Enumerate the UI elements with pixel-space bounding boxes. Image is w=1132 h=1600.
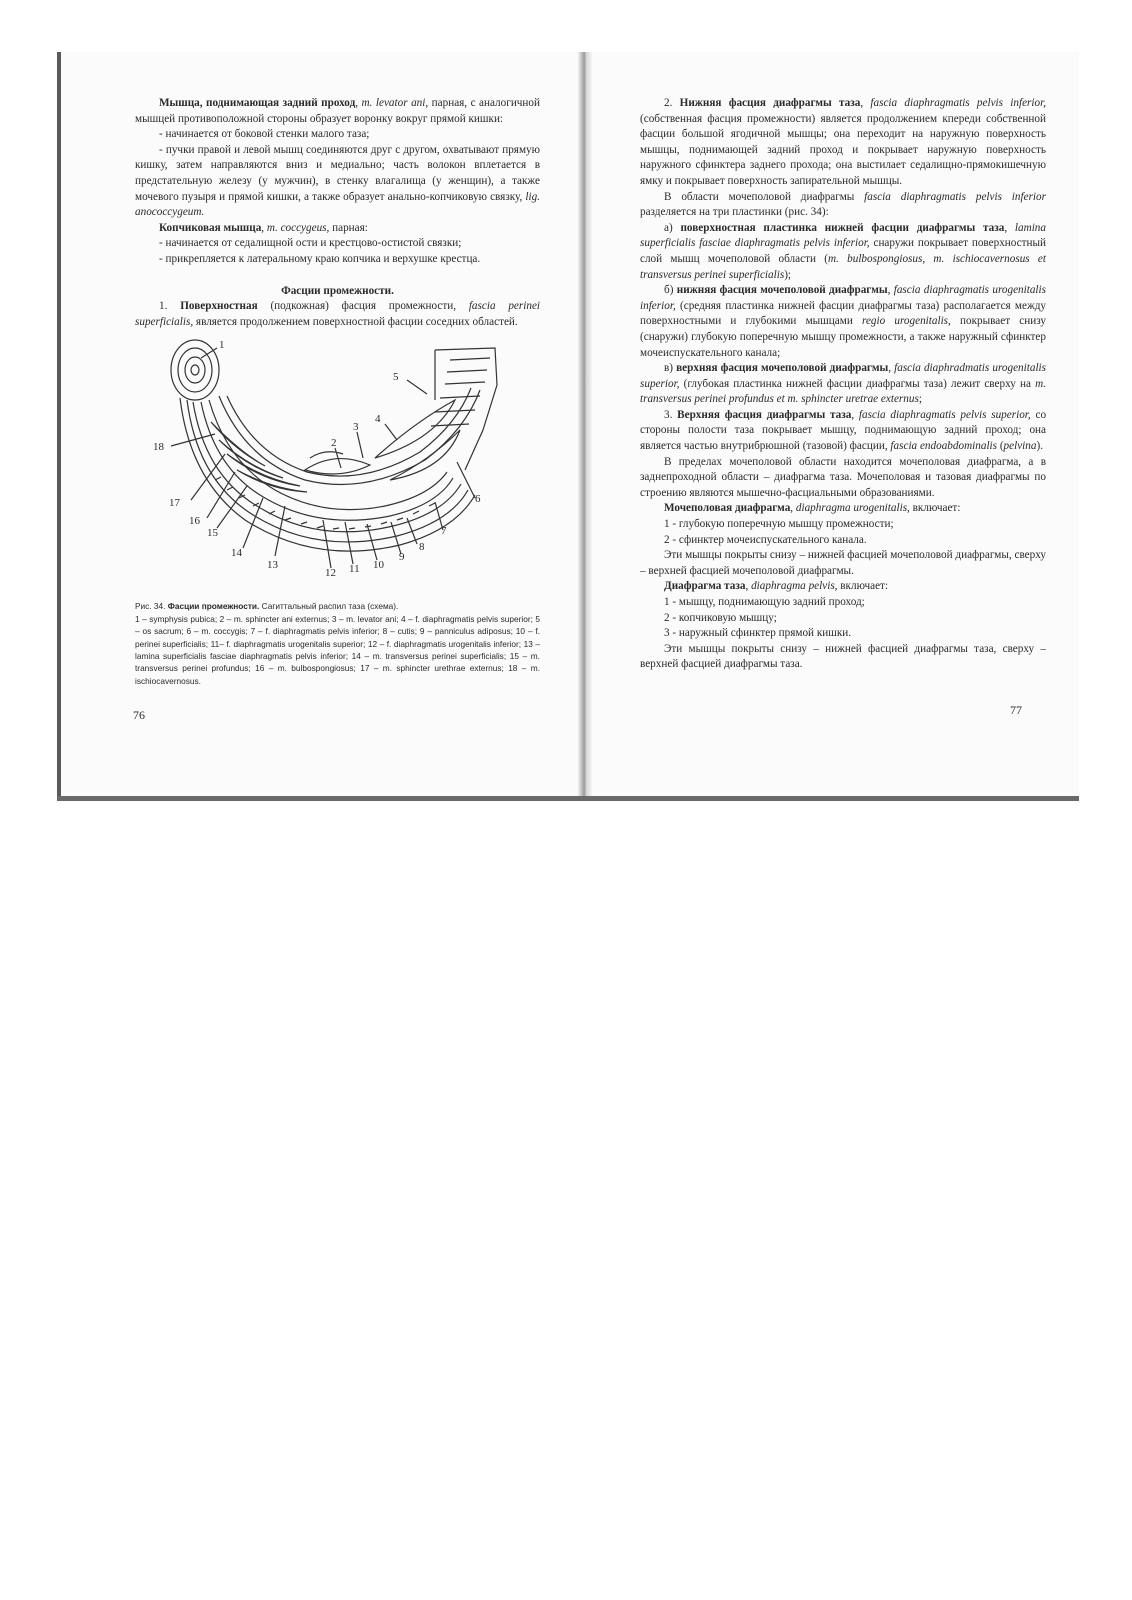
list-item: - начинается от седалищной ости и крестцово-остистой связки; [159, 237, 462, 250]
figure-label: 11 [349, 563, 360, 576]
figure-label: 7 [441, 525, 447, 538]
list-item: - пучки правой и левой мышц соединяются друг с другом, охватывают прямую кишку, затем направляются вниз и медиально; часть волокон вплетается в предстательную железу (у мужчин), в стенку влагалища (у женщин), а также мочевого пузыря и прямой кишки, а также образует анально-копчиковую связку, lig. anococcygeum. [135, 143, 541, 219]
figure-label: 12 [325, 567, 336, 580]
figure-label: 14 [231, 547, 242, 560]
paragraph: Мочеполовая диафрагма, diaphragma urogenitalis, включает: [664, 502, 961, 515]
paragraph: в) верхняя фасция мочеполовой диафрагмы, fascia diaphradmatis urogenitalis superior, (глубокая пластинка нижней фасции диафрагмы таза) лежит сверху на m. transversus perinei profundus et m. sphincter uretrae externus; [640, 362, 1047, 406]
paragraph: Мышца, поднимающая задний проход, m. levator ani, парная, с аналогичной мышцей противоположной стороны образует воронку вокруг прямой кишки: [135, 97, 540, 125]
paragraph: Диафрагма таза, diaphragma pelvis, включает: [664, 580, 889, 593]
figure-label: 18 [153, 441, 164, 454]
figure-label: 15 [207, 527, 218, 540]
paragraph: В пределах мочеполовой области находится мочеполовая диафрагма, а в заднепроходной области – диафрагма таза. Мочеполовая и тазовая диафрагмы по строению являются мышечно-фасциальными образованиями. [640, 455, 1046, 499]
list-item: 1 - глубокую поперечную мышцу промежности; [664, 518, 894, 531]
figure-label: 16 [189, 515, 200, 528]
figure-label: 1 [219, 339, 225, 352]
figure-label: 2 [331, 437, 337, 450]
page-number-left: 76 [133, 708, 145, 722]
paragraph: Копчиковая мышца, m. coccygeus, парная: [159, 221, 368, 234]
right-page [640, 96, 1046, 673]
list-item: - начинается от боковой стенки малого таза; [159, 128, 370, 141]
paragraph: В области мочеполовой диафрагмы fascia diaphragmatis pelvis inferior разделяется на три пластинки (рис. 34): [640, 190, 1046, 219]
figure-label: 3 [353, 421, 359, 434]
paragraph: Эти мышцы покрыты снизу – нижней фасцией мочеполовой диафрагмы, сверху – верхней фасцией мочеполовой диафрагмы. [640, 549, 1046, 577]
page-number-right: 77 [1010, 703, 1022, 717]
figure-label: 5 [393, 371, 399, 384]
figure-sagittal-pelvis [135, 330, 540, 600]
figure-label: 6 [475, 493, 481, 506]
pelvis-diagram-drawing [135, 330, 540, 600]
list-item: 1 - мышцу, поднимающую задний проход; [664, 596, 865, 608]
list-item: 3 - наружный сфинктер прямой кишки. [664, 627, 852, 640]
left-page [135, 96, 540, 687]
figure-label: 9 [399, 551, 405, 564]
figure-label: 10 [373, 559, 384, 572]
figure-caption: Рис. 34. Фасции промежности. Сагиттальный распил таза (схема). 1 – symphysis pubica; 2 – m. sphincter ani externus; 3 – m. levator ani; 4 – f. diaphragmatis pelvis superior; 5 – os sacrum; 6 – m. coccygis; 7 – f. diaphragmatis pelvis inferior; 8 – cutis; 9 – panniculus adiposus; 10 – f. perinei superficialis; 11– f. diaphragmatis urogenitalis superior; 12 – f. diaphragmatis urogenitalis inferior; 13 – lamina superficialis fasciae diaphragmatis pelvis inferior; 14 – m. transversus perinei superficialis; 15 – m. transversus perinei profundus; 16 – m. bulbospongiosus; 17 – m. sphincter urethrae externus; 18 – m. ischiocavernosus. [135, 601, 540, 686]
scan-bottom-edge [57, 796, 1079, 801]
scan-left-edge [57, 52, 61, 800]
figure-label: 17 [169, 497, 180, 510]
figure-label: 4 [375, 413, 381, 426]
list-item: - прикрепляется к латеральному краю копчика и верхушке крестца. [159, 252, 481, 265]
paragraph: Эти мышцы покрыты снизу – нижней фасцией диафрагмы таза, сверху – верхней фасцией диафрагмы таза. [640, 642, 1046, 671]
paragraph: 3. Верхняя фасция диафрагмы таза, fascia diaphragmatis pelvis superior, со стороны полости таза покрывает мышцу, поднимающую задний проход; она является частью внутрибрюшной (тазовой) фасции, fascia endoabdominalis (pelvina). [640, 408, 1047, 453]
section-title: Фасции промежности. [281, 284, 394, 297]
paragraph: б) нижняя фасция мочеполовой диафрагмы, fascia diaphragmatis urogenitalis inferior, (средняя пластинка нижней фасции диафрагмы таза) располагается между поверхностными и глубокими мышцами regio urogenitalis, покрывает снизу (снаружи) глубокую поперечную мышцу промежности, а также наружный сфинктер мочеиспускательного канала; [640, 284, 1047, 359]
list-item: 2 - сфинктер мочеиспускательного канала. [664, 533, 867, 546]
paragraph: 1. Поверхностная (подкожная) фасция промежности, fascia perinei superficialis, является продолжением поверхностной фасции соседних областей. [135, 300, 541, 328]
figure-label: 8 [419, 541, 425, 554]
list-item: 2 - копчиковую мышцу; [664, 611, 777, 624]
paragraph: 2. Нижняя фасция диафрагмы таза, fascia diaphragmatis pelvis inferior, (собственная фасция промежности) является продолжением кпереди собственной фасции большой ягодичной мышцы; она переходит на наружную поверхность мышцы, поднимающей задний проход и покрывает наружную поверхность наружного сфинктера заднего прохода; она выстилает седалищно-прямокишечную ямку и покрывает поверхность запирательной мышцы. [640, 97, 1047, 187]
figure-label: 13 [267, 559, 278, 572]
book-spine [578, 52, 592, 798]
paragraph: а) поверхностная пластинка нижней фасции диафрагмы таза, lamina superficialis fasciae diaphragmatis pelvis inferior, снаружи покрывает поверхностный слой мышц мочеполовой области (m. bulbospongiosus, m. ischiocavernosus et transversus perinei superficialis); [640, 221, 1046, 281]
